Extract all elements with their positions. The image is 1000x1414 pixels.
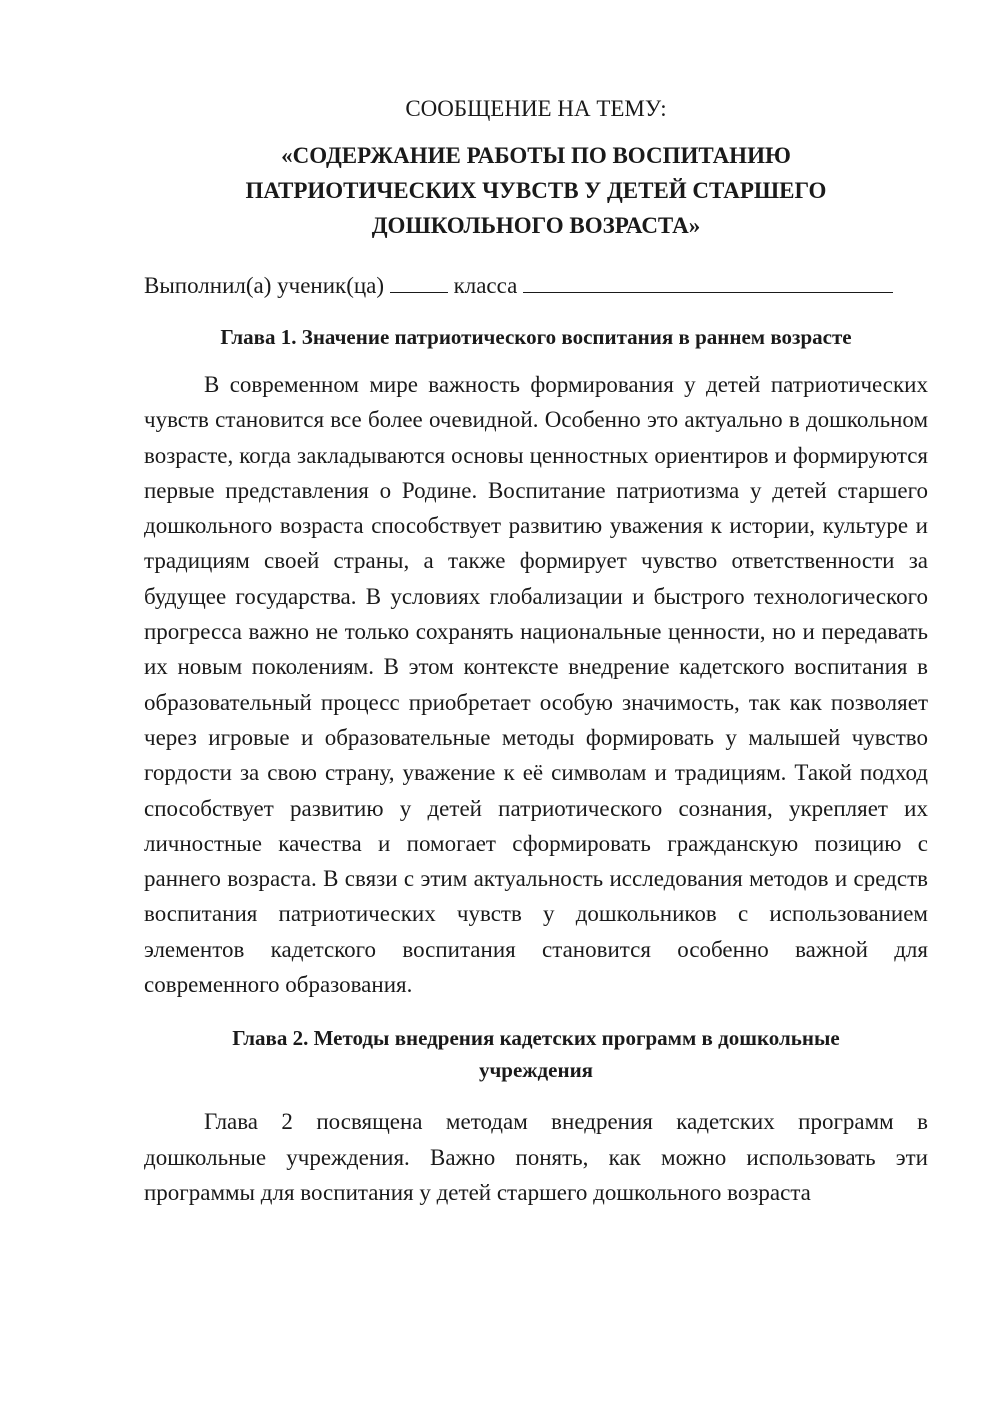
author-prefix: Выполнил(а) ученик(ца) xyxy=(144,273,385,298)
document-title xyxy=(144,138,928,243)
chapter-1-paragraph: В современном мире важность формирования у детей патриотических чувств становится все более очевидной. Особенно это актуально в дошкольном возрасте, когда закладываются основы ценностных ориентиров и формируются первые представления о Родине. Воспитание патриотизма у детей старшего дошкольного возраста способствует развитию уважения к истории, культуре и традициям своей страны, а также формирует чувство ответственности за будущее государства. В условиях глобализации и быстрого технологического прогресса важно не только сохранять национальные ценности, но и передавать их новым поколениям. В этом контексте внедрение кадетского воспитания в образовательный процесс приобретает особую значимость, так как позволяет через игровые и образовательные методы формировать у малышей чувство гордости за свою страну, уважение к её символам и традициям. Такой подход способствует развитию у детей патриотического сознания, укрепляет их личностные качества и помогает сформировать гражданскую позицию с раннего возраста. В связи с этим актуальность исследования методов и средств воспитания патриотических чувств у дошкольников с использованием элементов кадетского воспитания становится особенно важной для современного образования. xyxy=(144,372,928,998)
document-label: СООБЩЕНИЕ НА ТЕМУ: xyxy=(405,96,667,121)
chapter-2-paragraph: Глава 2 посвящена методам внедрения кадетских программ в дошкольные учреждения. Важно понять, как можно использовать эти программы для воспитания у детей старшего дошкольного возраста xyxy=(144,1109,928,1205)
class-blank-field xyxy=(390,270,448,293)
chapter-1-heading: Глава 1. Значение патриотического воспитания в раннем возрасте xyxy=(220,325,852,349)
document-title-line-2: ПАТРИОТИЧЕСКИХ ЧУВСТВ У ДЕТЕЙ СТАРШЕГО xyxy=(245,178,827,203)
name-blank-field xyxy=(523,270,893,293)
author-line xyxy=(144,269,928,303)
chapter-2-heading-line-2: учреждения xyxy=(478,1058,594,1083)
chapter-2-heading-line-1: Глава 2. Методы внедрения кадетских программ в дошкольные xyxy=(232,1026,840,1051)
document-content xyxy=(144,92,928,1210)
document-title-line-1: «СОДЕРЖАНИЕ РАБОТЫ ПО ВОСПИТАНИЮ xyxy=(281,143,791,168)
class-label: класса xyxy=(453,273,518,298)
document-title-line-3: ДОШКОЛЬНОГО ВОЗРАСТА» xyxy=(371,213,701,238)
chapter-2-heading xyxy=(144,1022,928,1086)
